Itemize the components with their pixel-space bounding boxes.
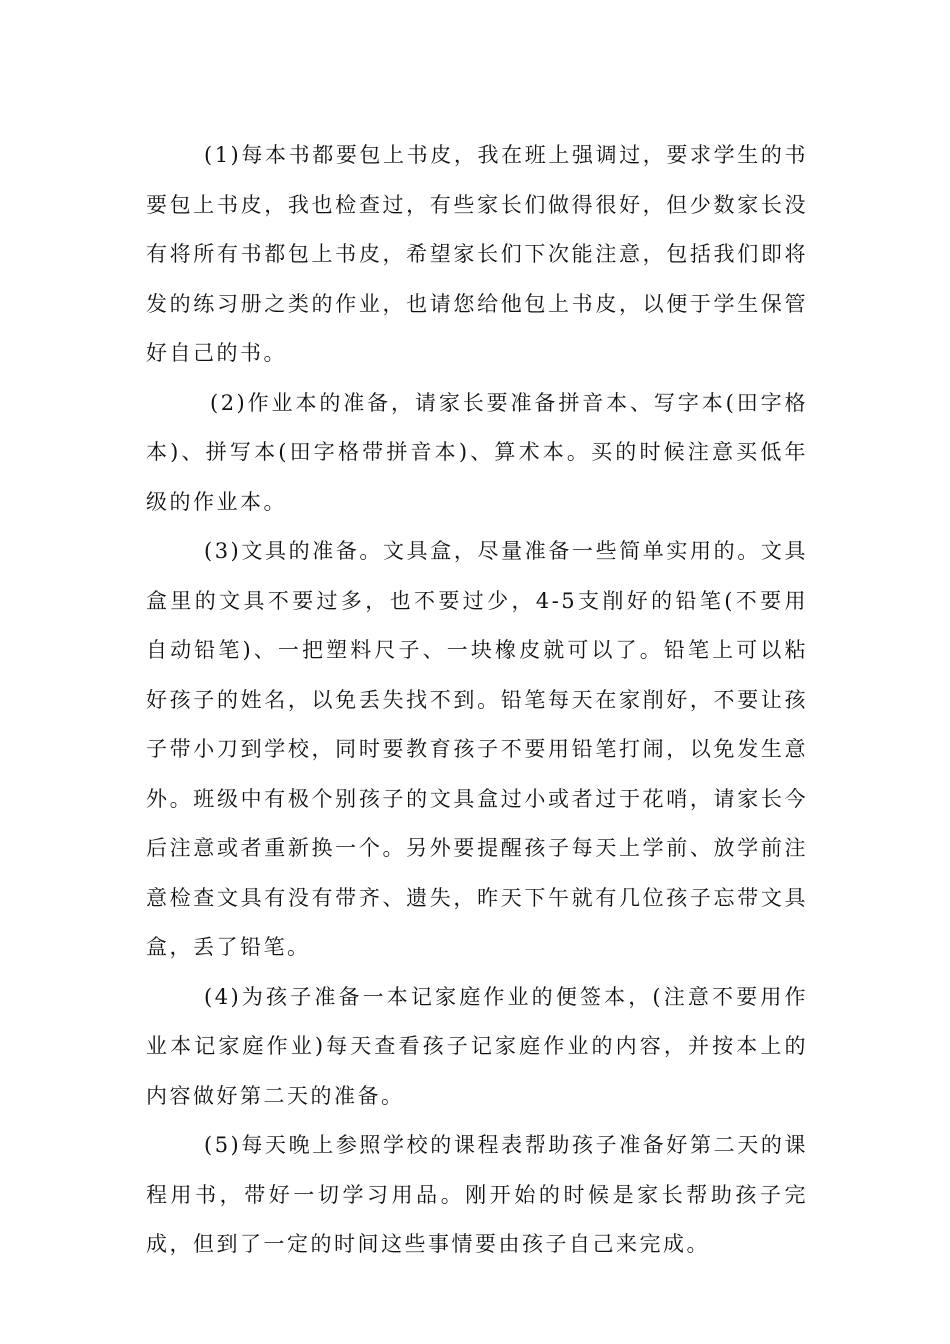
paragraph-1: (1)每本书都要包上书皮，我在班上强调过，要求学生的书要包上书皮，我也检查过，有些家长们做得很好，但少数家长没有将所有书都包上书皮，希望家长们下次能注意，包括我们即将发的练习册之类的作业，也请您给他包上书皮，以便于学生保管好自己的书。 [146,143,808,365]
paragraph-2: (2)作业本的准备，请家长要准备拼音本、写字本(田字格本)、拼写本(田字格带拼音本)、算术本。买的时候注意买低年级的作业本。 [146,390,808,514]
document-body [146,131,808,1270]
paragraph-5: (5)每天晚上参照学校的课程表帮助孩子准备好第二天的课程用书，带好一切学习用品。刚开始的时候是家长帮助孩子完成，但到了一定的时间这些事情要由孩子自己来完成。 [146,1133,808,1256]
paragraph-3: (3)文具的准备。文具盒，尽量准备一些简单实用的。文具盒里的文具不要过多，也不要过少，4-5支削好的铅笔(不要用自动铅笔)、一把塑料尺子、一块橡皮就可以了。铅笔上可以粘好孩子的姓名，以免丢失找不到。铅笔每天在家削好，不要让孩子带小刀到学校，同时要教育孩子不要用铅笔打闹，以免发生意外。班级中有极个别孩子的文具盒过小或者过于花哨，请家长今后注意或者重新换一个。另外要提醒孩子每天上学前、放学前注意检查文具有没有带齐、遗失，昨天下午就有几位孩子忘带文具盒，丢了铅笔。 [146,539,808,959]
paragraph-4: (4)为孩子准备一本记家庭作业的便签本，(注意不要用作业本记家庭作业)每天查看孩子记家庭作业的内容，并按本上的内容做好第二天的准备。 [146,984,808,1108]
